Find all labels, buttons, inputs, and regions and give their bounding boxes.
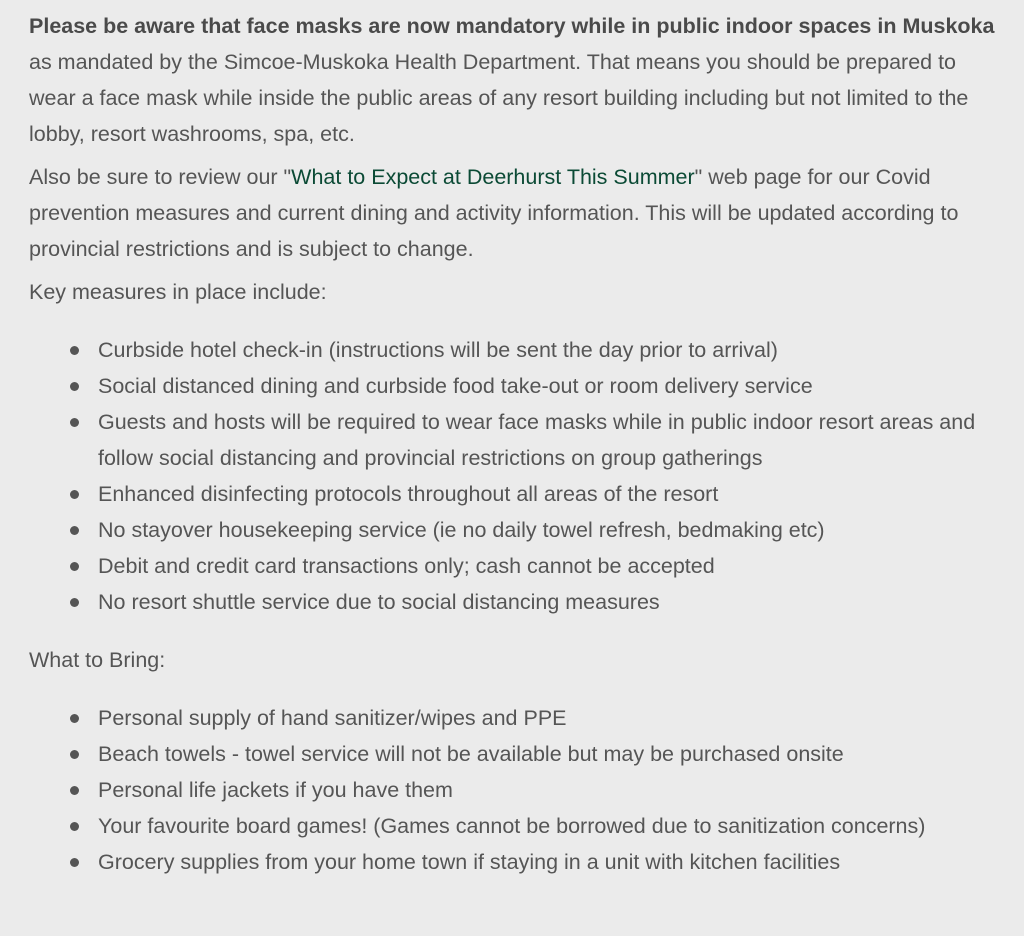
- list-item-text: Curbside hotel check-in (instructions will be sent the day prior to arrival): [98, 338, 778, 362]
- bullet-icon: [70, 598, 79, 607]
- list-item-text: Personal supply of hand sanitizer/wipes and PPE: [98, 706, 567, 730]
- list-item: [29, 736, 1004, 772]
- list-item: [29, 332, 1004, 368]
- list-item: [29, 404, 1004, 476]
- review-text-before: Also be sure to review our ": [29, 165, 292, 189]
- mask-notice-bold: Please be aware that face masks are now mandatory while in public indoor spaces in Muskoka: [29, 14, 995, 38]
- bullet-icon: [70, 382, 79, 391]
- review-text-after: " web page for our Covid prevention measures and current dining and activity information. This will be updated according to provincial restrictions and is subject to change.: [29, 165, 959, 261]
- bullet-icon: [70, 750, 79, 759]
- list-item-text: Social distanced dining and curbside food take-out or room delivery service: [98, 374, 813, 398]
- bring-list: [29, 700, 1004, 880]
- list-item-text: Grocery supplies from your home town if staying in a unit with kitchen facilities: [98, 850, 841, 874]
- bullet-icon: [70, 562, 79, 571]
- mask-notice-text: as mandated by the Simcoe-Muskoka Health Department. That means you should be prepared to wear a face mask while inside the public areas of any resort building including but not limited to the lobby, resort washrooms, spa, etc.: [29, 50, 969, 146]
- list-item: [29, 476, 1004, 512]
- review-paragraph: [29, 159, 1004, 267]
- bullet-icon: [70, 490, 79, 499]
- bullet-icon: [70, 418, 79, 427]
- bring-heading: What to Bring:: [29, 648, 166, 672]
- list-item: [29, 844, 1004, 880]
- list-item: [29, 368, 1004, 404]
- list-item: [29, 512, 1004, 548]
- bullet-icon: [70, 822, 79, 831]
- bullet-icon: [70, 786, 79, 795]
- measures-list: [29, 332, 1004, 620]
- list-item: [29, 772, 1004, 808]
- list-item-text: Enhanced disinfecting protocols throughout all areas of the resort: [98, 482, 719, 506]
- list-item: [29, 700, 1004, 736]
- list-item-text: Guests and hosts will be required to wear face masks while in public indoor resort areas and follow social distancing and provincial restrictions on group gatherings: [98, 410, 976, 470]
- what-to-expect-link[interactable]: What to Expect at Deerhurst This Summer: [291, 165, 695, 189]
- bullet-icon: [70, 714, 79, 723]
- list-item-text: Personal life jackets if you have them: [98, 778, 453, 802]
- list-item-text: No resort shuttle service due to social distancing measures: [98, 590, 660, 614]
- list-item-text: Your favourite board games! (Games cannot be borrowed due to sanitization concerns): [98, 814, 926, 838]
- bullet-icon: [70, 858, 79, 867]
- mask-notice-paragraph: [29, 8, 1004, 152]
- bullet-icon: [70, 526, 79, 535]
- list-item: [29, 808, 1004, 844]
- list-item-text: No stayover housekeeping service (ie no daily towel refresh, bedmaking etc): [98, 518, 825, 542]
- list-item-text: Debit and credit card transactions only; cash cannot be accepted: [98, 554, 715, 578]
- list-item-text: Beach towels - towel service will not be available but may be purchased onsite: [98, 742, 844, 766]
- list-item: [29, 584, 1004, 620]
- list-item: [29, 548, 1004, 584]
- bullet-icon: [70, 346, 79, 355]
- measures-heading: Key measures in place include:: [29, 280, 327, 304]
